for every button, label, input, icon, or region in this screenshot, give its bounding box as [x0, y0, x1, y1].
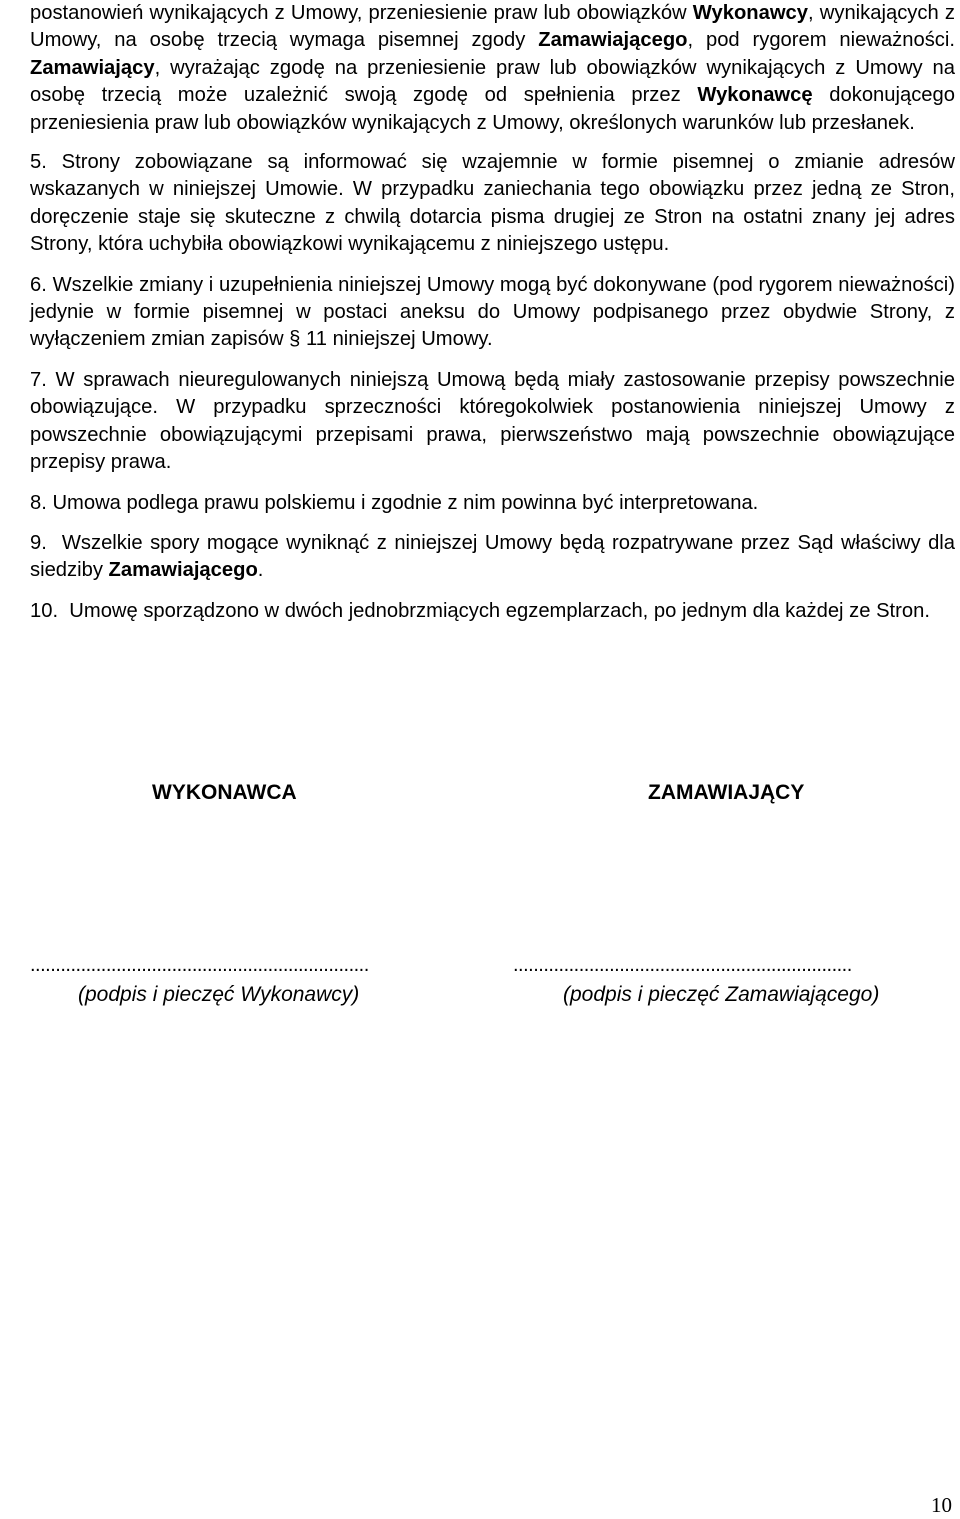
clause-text: W sprawach nieuregulowanych niniejszą Umową będą miały zastosowanie przepisy powszechnie obowiązujące. W przypadku sprzeczności któregokolwiek postanowienia niniejszej Umowy z powszechnie obowiązującymi przepisami prawa, pierwszeństwo mają powszechnie obowiązujące przepisy prawa. — [30, 368, 956, 474]
signature-caption-contractor: (podpis i pieczęć Wykonawcy) — [78, 983, 360, 1006]
clause-text: Wszelkie zmiany i uzupełnienia niniejszej Umowy mogą być dokonywane (pod rygorem nieważności) jedynie w formie pisemnej w postaci aneksu do Umowy podpisanego przez obydwie Strony, z wyłączeniem zmian zapisów § 11 niniejszej Umowy. — [30, 273, 955, 351]
clause-bold-term: Zamawiającego — [108, 559, 258, 582]
intro-bold-term: Wykonawcę — [697, 84, 813, 107]
clause-number: 7. — [30, 368, 47, 391]
clause-number: 5. — [30, 151, 47, 174]
clause-number: 10. — [30, 599, 59, 622]
clause-text: Wszelkie spory mogące wyniknąć z niniejszej Umowy będą rozpatrywane przez Sąd właściwy dla siedziby — [30, 531, 956, 582]
intro-bold-term: Zamawiającego — [538, 29, 688, 52]
intro-text: , wynikających z Umowy, na osobę trzecią wymaga pisemnej zgody — [30, 2, 955, 52]
document-body — [30, 0, 955, 625]
clause-number: 8. — [30, 491, 47, 514]
signature-title-client: ZAMAWIAJĄCY — [648, 781, 805, 804]
clause-text: . — [257, 559, 264, 582]
clause-item — [30, 272, 955, 354]
clause-text: Umowa podlega prawu polskiemu i zgodnie z nim powinna być interpretowana. — [52, 491, 759, 514]
clause-item — [30, 490, 955, 517]
intro-text: , wyrażając zgodę na przeniesienie praw lub obowiązków wynikających z Umowy na osobę trzecią może uzależnić swoją zgodę od spełnienia przez — [30, 56, 955, 107]
intro-text: , pod rygorem nieważności. — [687, 29, 955, 52]
page-number: 10 — [931, 1493, 952, 1517]
clause-item — [30, 367, 955, 477]
intro-bold-term: Zamawiający — [30, 56, 155, 79]
intro-text: postanowień wynikających z Umowy, przeniesienie praw lub obowiązków — [30, 2, 693, 24]
intro-paragraph — [30, 0, 955, 137]
signature-line-client: ................................................................... — [513, 954, 852, 976]
clause-item — [30, 530, 955, 585]
intro-text: dokonującego przeniesienia praw lub obowiązków wynikających z Umowy, określonych warunków lub przesłanek. — [30, 84, 955, 134]
signature-line-contractor: ................................................................... — [30, 954, 369, 976]
clause-text: Umowę sporządzono w dwóch jednobrzmiących egzemplarzach, po jednym dla każdej ze Stron. — [69, 599, 930, 622]
signature-caption-client: (podpis i pieczęć Zamawiającego) — [563, 983, 880, 1006]
clause-item — [30, 149, 955, 259]
clause-item — [30, 598, 955, 625]
clause-text: Strony zobowiązane są informować się wzajemnie w formie pisemnej o zmianie adresów wskazanych w niniejszej Umowie. W przypadku zaniechania tego obowiązku przez jedną ze Stron, doręczenie staje się skuteczne z chwilą dotarcia pisma drugiej ze Stron na ostatni znany jej adres Strony, która uchybiła obowiązkowi wynikającemu z niniejszego ustępu. — [30, 151, 955, 256]
clause-number: 9. — [30, 531, 47, 554]
clause-number: 6. — [30, 273, 47, 296]
signature-title-contractor: WYKONAWCA — [152, 781, 297, 804]
intro-bold-term: Wykonawcy — [692, 2, 808, 24]
